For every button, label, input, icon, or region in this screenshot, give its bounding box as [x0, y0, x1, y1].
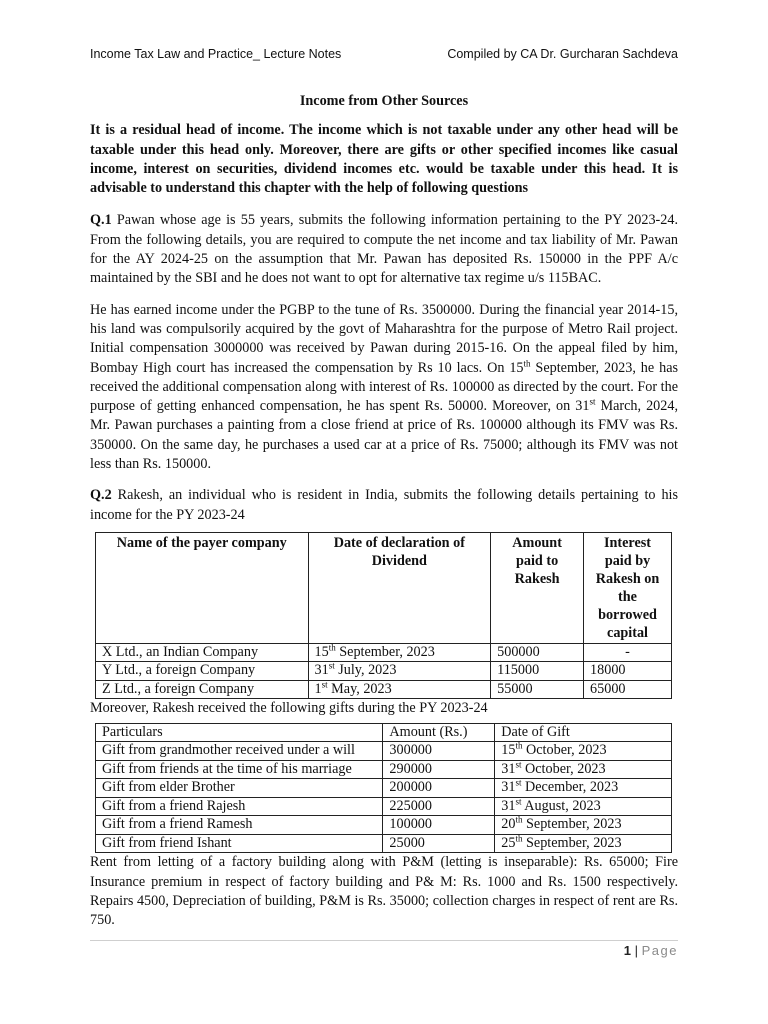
- dividend-table-header: [96, 532, 672, 643]
- date-suffix: th: [515, 814, 523, 825]
- date-day: 31: [314, 662, 329, 679]
- chapter-title: Income from Other Sources: [299, 93, 469, 109]
- col-header-payer: Name of the payer company: [96, 532, 309, 643]
- date-rest: August, 2023: [521, 797, 601, 814]
- col-header-gift-date: Date of Gift: [495, 723, 672, 742]
- date-day: 15: [501, 742, 516, 759]
- table-row: [96, 760, 672, 779]
- footer-separator: |: [631, 943, 642, 958]
- q1-label: Q.1: [90, 212, 112, 229]
- gifts-table: [95, 723, 672, 854]
- table-row: [96, 643, 672, 662]
- date-suffix: th: [515, 833, 523, 843]
- q1-paragraph-2: [90, 301, 678, 475]
- gift-amount-cell: 200000: [383, 779, 495, 798]
- gift-date-cell: [495, 760, 672, 779]
- q2-label: Q.2: [90, 487, 112, 504]
- q2-paragraph: [90, 486, 678, 525]
- gift-amount-cell: 100000: [383, 816, 495, 835]
- intro-paragraph: It is a residual head of income. The income which is not taxable under any other head will be taxable under this head only. Moreover, there are gifts or other specified incomes like casual income, interest on securities, dividend incomes etc. would be taxable under this head. It is advisable to understand this chapter with the help of following questions: [90, 122, 678, 197]
- col-header-amount: Amount paid to Rakesh: [491, 532, 584, 643]
- gift-amount-cell: 300000: [383, 742, 495, 761]
- gift-particular-cell: Gift from a friend Ramesh: [96, 816, 383, 835]
- page-number: 1: [623, 943, 632, 958]
- payer-name-cell: X Ltd., an Indian Company: [96, 643, 309, 662]
- gift-date-cell: [495, 779, 672, 798]
- col-header-date: Date of declaration of Dividend: [308, 532, 491, 643]
- header-right: Compiled by CA Dr. Gurcharan Sachdeva: [447, 47, 678, 61]
- gift-particular-cell: Gift from elder Brother: [96, 779, 383, 798]
- table-row: [96, 834, 672, 853]
- amount-cell: 500000: [491, 643, 584, 662]
- date-day: 1: [314, 680, 322, 697]
- gift-particular-cell: Gift from friend Ishant: [96, 834, 383, 853]
- footer-divider: [90, 940, 678, 941]
- dividend-table: [95, 532, 672, 700]
- date-suffix: st: [321, 679, 328, 690]
- table-row: [96, 816, 672, 835]
- table-row: [96, 742, 672, 761]
- date-rest: May, 2023: [327, 680, 392, 697]
- interest-cell: 65000: [584, 680, 672, 699]
- date-day: 31: [501, 797, 516, 814]
- page-footer: [90, 943, 678, 958]
- table-row: [96, 779, 672, 798]
- q1-text-a: He has earned income under the PGBP to the tune of Rs. 3500000. During the financial year 2014-15, his land was compulsorily acquired by the govt of Maharashtra for the purpose of Metro Rail project. Initial compensation 3000000 was received by Pawan during 2015-16. On the appeal filed by him, Bombay High court has increased the compensation by Rs 10 lacs. On 15: [90, 301, 678, 376]
- amount-cell: 55000: [491, 680, 584, 699]
- gifts-intro: Moreover, Rakesh received the following gifts during the PY 2023-24: [90, 700, 488, 717]
- gift-amount-cell: 290000: [383, 760, 495, 779]
- gifts-table-body: [96, 742, 672, 853]
- amount-cell: 115000: [491, 662, 584, 681]
- date-day: 20: [501, 816, 516, 833]
- table-row: [96, 662, 672, 681]
- date-rest: July, 2023: [334, 662, 397, 679]
- payer-name-cell: Y Ltd., a foreign Company: [96, 662, 309, 681]
- dividend-table-body: [96, 643, 672, 699]
- date-rest: September, 2023: [522, 834, 622, 851]
- date-day: 31: [501, 779, 516, 796]
- date-day: 25: [501, 834, 516, 851]
- payer-name-cell: Z Ltd., a foreign Company: [96, 680, 309, 699]
- col-header-interest: Interest paid by Rakesh on the borrowed capital: [584, 532, 672, 643]
- date-rest: September, 2023: [335, 643, 435, 660]
- date-rest: October, 2023: [521, 760, 606, 777]
- rent-paragraph: Rent from letting of a factory building along with P&M (letting is inseparable): Rs. 65000; Fire Insurance premium in respect of factory building and P& M: Rs. 1000 and Rs. 1500 respectively. Repairs 4500, Depreciation of building, P&M is Rs. 35000; collection charges in respect of rent are Rs. 750.: [90, 854, 678, 929]
- date-suffix: st: [328, 660, 335, 671]
- date-suffix: st: [515, 796, 522, 806]
- date-suffix: st: [515, 759, 522, 769]
- gift-date-cell: [495, 834, 672, 853]
- col-header-gift-amount: Amount (Rs.): [383, 723, 495, 742]
- date-day: 31: [501, 760, 516, 777]
- q2-text: Rakesh, an individual who is resident in India, submits the following details pertaining to his income for the PY 2023-24: [90, 487, 678, 523]
- date-rest: October, 2023: [522, 742, 607, 759]
- gift-date-cell: [495, 816, 672, 835]
- interest-cell: -: [584, 643, 672, 662]
- page-body: [90, 92, 678, 930]
- gift-amount-cell: 225000: [383, 797, 495, 816]
- gift-date-cell: [495, 797, 672, 816]
- date-day: 15: [314, 643, 329, 660]
- col-header-particulars: Particulars: [96, 723, 383, 742]
- date-rest: December, 2023: [521, 779, 619, 796]
- declaration-date-cell: [308, 662, 491, 681]
- header-left: Income Tax Law and Practice_ Lecture Notes: [90, 47, 342, 61]
- table-row: [96, 797, 672, 816]
- gift-amount-cell: 25000: [383, 834, 495, 853]
- date-suffix: st: [515, 777, 522, 788]
- page-header: [90, 47, 678, 61]
- gift-particular-cell: Gift from grandmother received under a will: [96, 742, 383, 761]
- gifts-table-header: [96, 723, 672, 742]
- gift-particular-cell: Gift from a friend Rajesh: [96, 797, 383, 816]
- date-rest: September, 2023: [522, 816, 622, 833]
- gift-date-cell: [495, 742, 672, 761]
- q1-sup-1: th: [523, 357, 531, 368]
- q1-text-b: September, 2023, he has received the additional compensation along with interest of Rs. 100000 as directed by the court. For the purpose of getting enhanced compensation, he has spent Rs. 50000. Moreover, on 31: [90, 359, 679, 415]
- declaration-date-cell: [308, 643, 491, 662]
- q1-sup-2: st: [589, 396, 596, 407]
- q1-paragraph: [90, 211, 678, 288]
- q1-text: Pawan whose age is 55 years, submits the following information pertaining to the PY 2023-24. From the following details, you are required to compute the net income and tax liability of Mr. Pawan for the AY 2024-25 on the assumption that Mr. Pawan has deposited Rs. 150000 in the PPF A/c maintained by the SBI and he does not want to opt for alternative tax regime u/s 115BAC.: [90, 212, 678, 287]
- interest-cell: 18000: [584, 662, 672, 681]
- date-suffix: th: [328, 642, 336, 653]
- page-word: Page: [641, 943, 678, 958]
- table-row: [96, 680, 672, 699]
- q1-text-c: March, 2024, Mr. Pawan purchases a painting from a close friend at price of Rs. 100000 although its FMV was Rs. 350000. On the same day, he purchases a used car at a price of Rs. 75000; although its FMV was not less than Rs. 150000.: [90, 398, 678, 473]
- date-suffix: th: [515, 740, 523, 751]
- declaration-date-cell: [308, 680, 491, 699]
- gift-particular-cell: Gift from friends at the time of his marriage: [96, 760, 383, 779]
